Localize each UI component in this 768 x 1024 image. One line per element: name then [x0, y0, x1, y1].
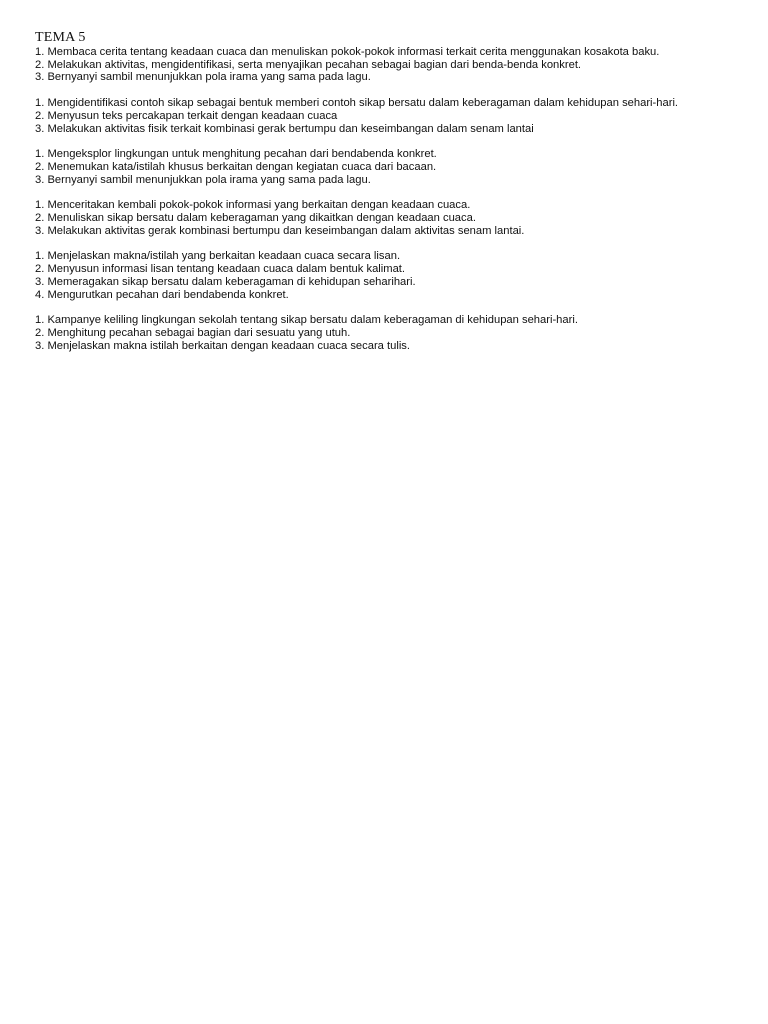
list-item: 3. Memeragakan sikap bersatu dalam keberagaman di kehidupan seharihari.: [35, 275, 416, 288]
list-item: 3. Bernyanyi sambil menunjukkan pola irama yang sama pada lagu.: [35, 173, 371, 186]
list-item: 1. Mengidentifikasi contoh sikap sebagai bentuk memberi contoh sikap bersatu dalam keberagaman dalam kehidupan sehari-hari.: [35, 97, 679, 110]
list-item: 2. Menyusun teks percakapan terkait dengan keadaan cuaca: [35, 109, 338, 122]
objective-group-1: [35, 46, 735, 84]
objective-group-5: [35, 250, 735, 301]
objective-group-3: [35, 148, 735, 186]
list-item: 3. Bernyanyi sambil menunjukkan pola irama yang sama pada lagu.: [35, 71, 371, 84]
objective-group-4: [35, 199, 735, 237]
list-item: 1. Kampanye keliling lingkungan sekolah tentang sikap bersatu dalam keberagaman di kehidupan sehari-hari.: [35, 314, 578, 327]
list-item: 2. Menuliskan sikap bersatu dalam keberagaman yang dikaitkan dengan keadaan cuaca.: [35, 212, 476, 225]
document-page: [35, 30, 735, 365]
objective-group-2: [35, 97, 735, 135]
list-item: 1. Menceritakan kembali pokok-pokok informasi yang berkaitan dengan keadaan cuaca.: [35, 199, 471, 212]
list-item: 1. Menjelaskan makna/istilah yang berkaitan keadaan cuaca secara lisan.: [35, 250, 401, 263]
list-item: 3. Menjelaskan makna istilah berkaitan dengan keadaan cuaca secara tulis.: [35, 339, 411, 352]
list-item: 1. Membaca cerita tentang keadaan cuaca dan menuliskan pokok-pokok informasi terkait cerita menggunakan kosakota baku.: [35, 46, 660, 58]
list-item: 2. Menghitung pecahan sebagai bagian dari sesuatu yang utuh.: [35, 326, 351, 339]
list-item: 1. Mengeksplor lingkungan untuk menghitung pecahan dari bendabenda konkret.: [35, 148, 437, 161]
list-item: 2. Menemukan kata/istilah khusus berkaitan dengan kegiatan cuaca dari bacaan.: [35, 160, 437, 173]
list-item: 2. Melakukan aktivitas, mengidentifikasi, serta menyajikan pecahan sebagai bagian dari benda-benda konkret.: [35, 58, 582, 71]
list-item: 3. Melakukan aktivitas fisik terkait kombinasi gerak bertumpu dan keseimbangan dalam senam lantai: [35, 122, 534, 135]
document-title: TEMA 5: [35, 30, 86, 45]
list-item: 4. Mengurutkan pecahan dari bendabenda konkret.: [35, 288, 289, 301]
list-item: 3. Melakukan aktivitas gerak kombinasi bertumpu dan keseimbangan dalam aktivitas senam lantai.: [35, 224, 525, 237]
list-item: 2. Menyusun informasi lisan tentang keadaan cuaca dalam bentuk kalimat.: [35, 263, 406, 276]
objective-group-6: [35, 314, 735, 352]
